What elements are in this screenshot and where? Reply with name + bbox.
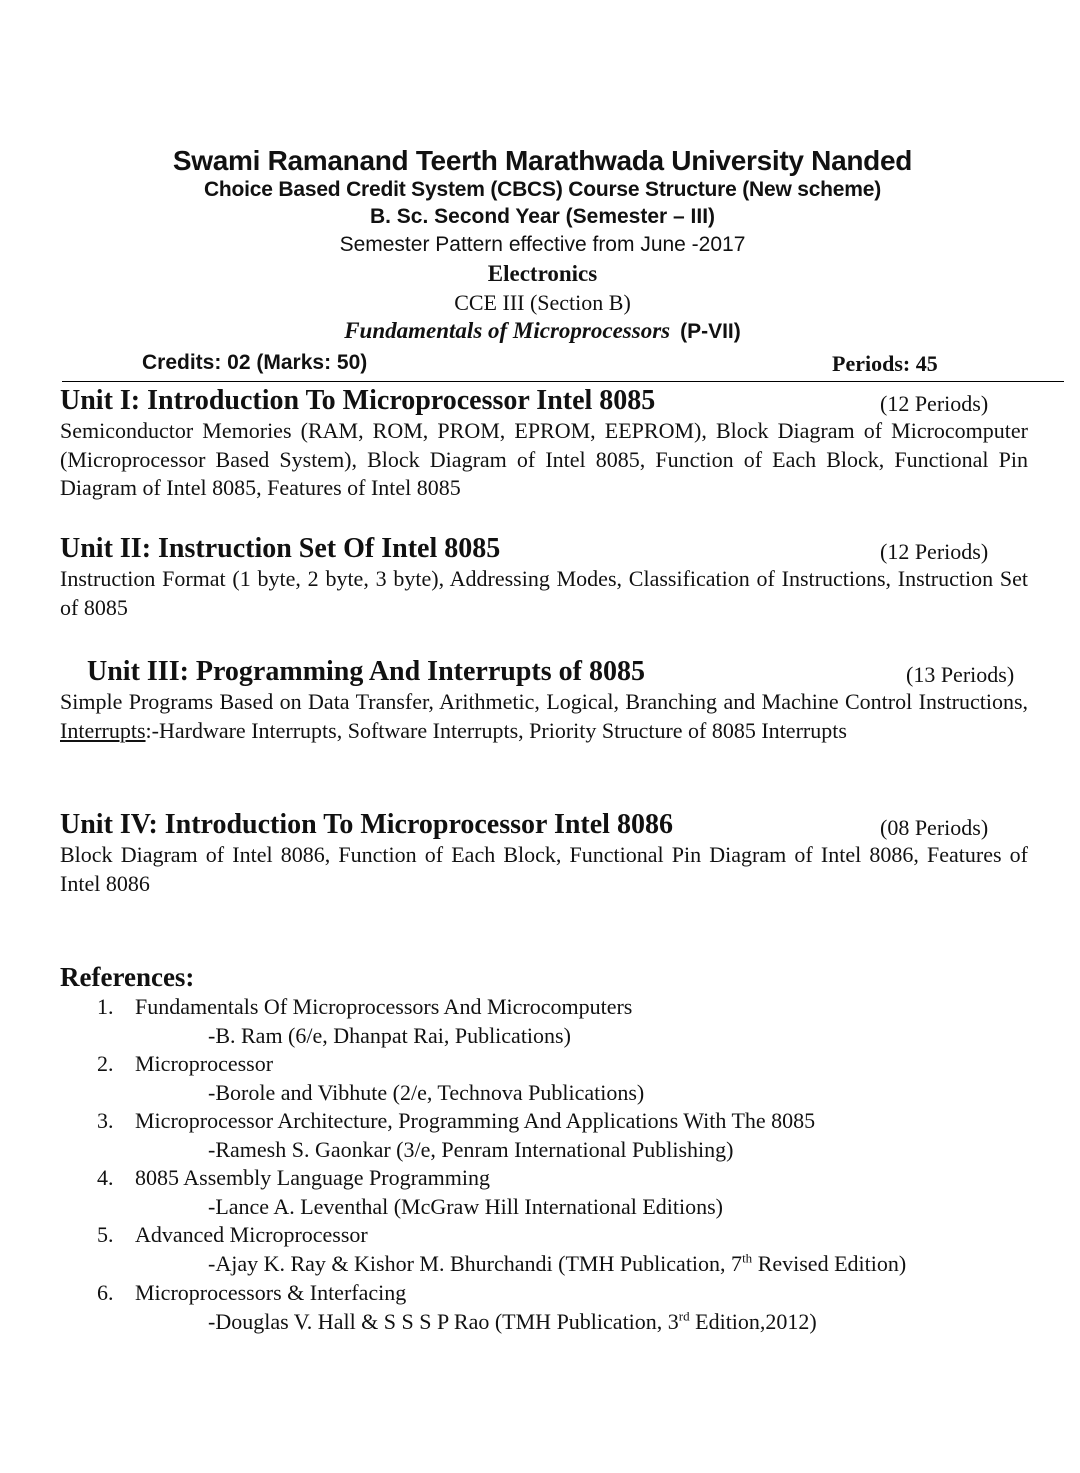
paper-title-text: Fundamentals of Microprocessors <box>344 318 671 343</box>
unit-2 <box>60 533 1028 622</box>
unit-3-title: Unit III: Programming And Interrupts of 8085 <box>87 656 645 687</box>
unit-4-periods: (08 Periods) <box>880 815 989 840</box>
reference-book: Microprocessor Architecture, Programming And Applications With The 8085 <box>135 1108 816 1133</box>
reference-author-text-2: Revised Edition) <box>752 1251 907 1276</box>
cce-section: CCE III (Section B) <box>454 290 631 315</box>
reference-book: 8085 Assembly Language Programming <box>135 1165 491 1190</box>
total-periods: Periods: 45 <box>832 351 938 376</box>
university-name: Swami Ramanand Teerth Marathwada University Nanded <box>172 145 913 176</box>
unit-3-periods: (13 Periods) <box>906 662 1015 687</box>
reference-author <box>208 1251 906 1277</box>
reference-book: Microprocessors & Interfacing <box>135 1280 407 1305</box>
unit-4-body: Block Diagram of Intel 8086, Function of Each Block, Functional Pin Diagram of Intel 8086, Features of Intel 8086 <box>60 842 1028 896</box>
reference-number: 1. <box>97 994 114 1019</box>
paper-code: (P-VII) <box>680 320 741 343</box>
reference-author-text: -Douglas V. Hall & S S S P Rao (TMH Publication, 3 <box>208 1309 679 1334</box>
reference-number: 3. <box>97 1108 114 1133</box>
reference-item <box>97 1165 490 1191</box>
references-title: References: <box>60 962 195 992</box>
ordinal-superscript: th <box>742 1250 753 1266</box>
year-semester: B. Sc. Second Year (Semester – III) <box>369 205 716 228</box>
unit-4-title: Unit IV: Introduction To Microprocessor Intel 8086 <box>60 809 673 840</box>
unit-3-body-text: Simple Programs Based on Data Transfer, Arithmetic, Logical, Branching and Machine Control Instructions, <box>60 689 1028 714</box>
reference-number: 5. <box>97 1222 114 1247</box>
unit-4 <box>60 809 1028 898</box>
reference-item <box>97 1051 273 1077</box>
subject-name: Electronics <box>487 261 598 286</box>
unit-2-periods: (12 Periods) <box>880 539 989 564</box>
reference-book: Advanced Microprocessor <box>135 1222 368 1247</box>
credits-marks: Credits: 02 (Marks: 50) <box>142 351 368 374</box>
reference-number: 6. <box>97 1280 114 1305</box>
reference-author: -Borole and Vibhute (2/e, Technova Publications) <box>208 1080 645 1105</box>
ordinal-superscript: rd <box>678 1308 690 1324</box>
header-divider <box>62 381 1064 382</box>
unit-2-title: Unit II: Instruction Set Of Intel 8085 <box>60 533 501 564</box>
unit-1 <box>60 385 1028 503</box>
reference-author <box>208 1309 817 1335</box>
reference-author: -B. Ram (6/e, Dhanpat Rai, Publications) <box>208 1023 571 1048</box>
reference-author: -Ramesh S. Gaonkar (3/e, Penram International Publishing) <box>208 1137 734 1162</box>
reference-author: -Lance A. Leventhal (McGraw Hill International Editions) <box>208 1194 723 1219</box>
reference-number: 2. <box>97 1051 114 1076</box>
semester-pattern: Semester Pattern effective from June -2017 <box>339 233 746 256</box>
unit-1-body: Semiconductor Memories (RAM, ROM, PROM, EPROM, EEPROM), Block Diagram of Microcomputer (Microprocessor Based System), Block Diagram of Intel 8085, Function of Each Block, Functional Pin Diagram of Intel 8085, Features of Intel 8085 <box>60 418 1028 500</box>
reference-book: Microprocessor <box>135 1051 274 1076</box>
unit-1-periods: (12 Periods) <box>880 391 989 416</box>
reference-item <box>97 1280 406 1306</box>
unit-2-body: Instruction Format (1 byte, 2 byte, 3 byte), Addressing Modes, Classification of Instructions, Instruction Set of 8085 <box>60 566 1028 620</box>
paper-title <box>0 318 1080 344</box>
cbcs-heading: Choice Based Credit System (CBCS) Course Structure (New scheme) <box>203 178 882 201</box>
reference-book: Fundamentals Of Microprocessors And Microcomputers <box>135 994 633 1019</box>
reference-item <box>97 1222 368 1248</box>
unit-3 <box>60 656 1028 745</box>
reference-item <box>97 1108 815 1134</box>
unit-3-body <box>60 688 1028 745</box>
reference-number: 4. <box>97 1165 114 1190</box>
reference-item <box>97 994 632 1020</box>
reference-author-text-2: Edition,2012) <box>689 1309 817 1334</box>
unit-3-body-text-2: :-Hardware Interrupts, Software Interrupts, Priority Structure of 8085 Interrupts <box>145 717 847 743</box>
interrupts-underlined: Interrupts <box>60 717 146 743</box>
unit-1-title: Unit I: Introduction To Microprocessor Intel 8085 <box>60 385 656 416</box>
reference-author-text: -Ajay K. Ray & Kishor M. Bhurchandi (TMH Publication, 7 <box>208 1251 743 1276</box>
